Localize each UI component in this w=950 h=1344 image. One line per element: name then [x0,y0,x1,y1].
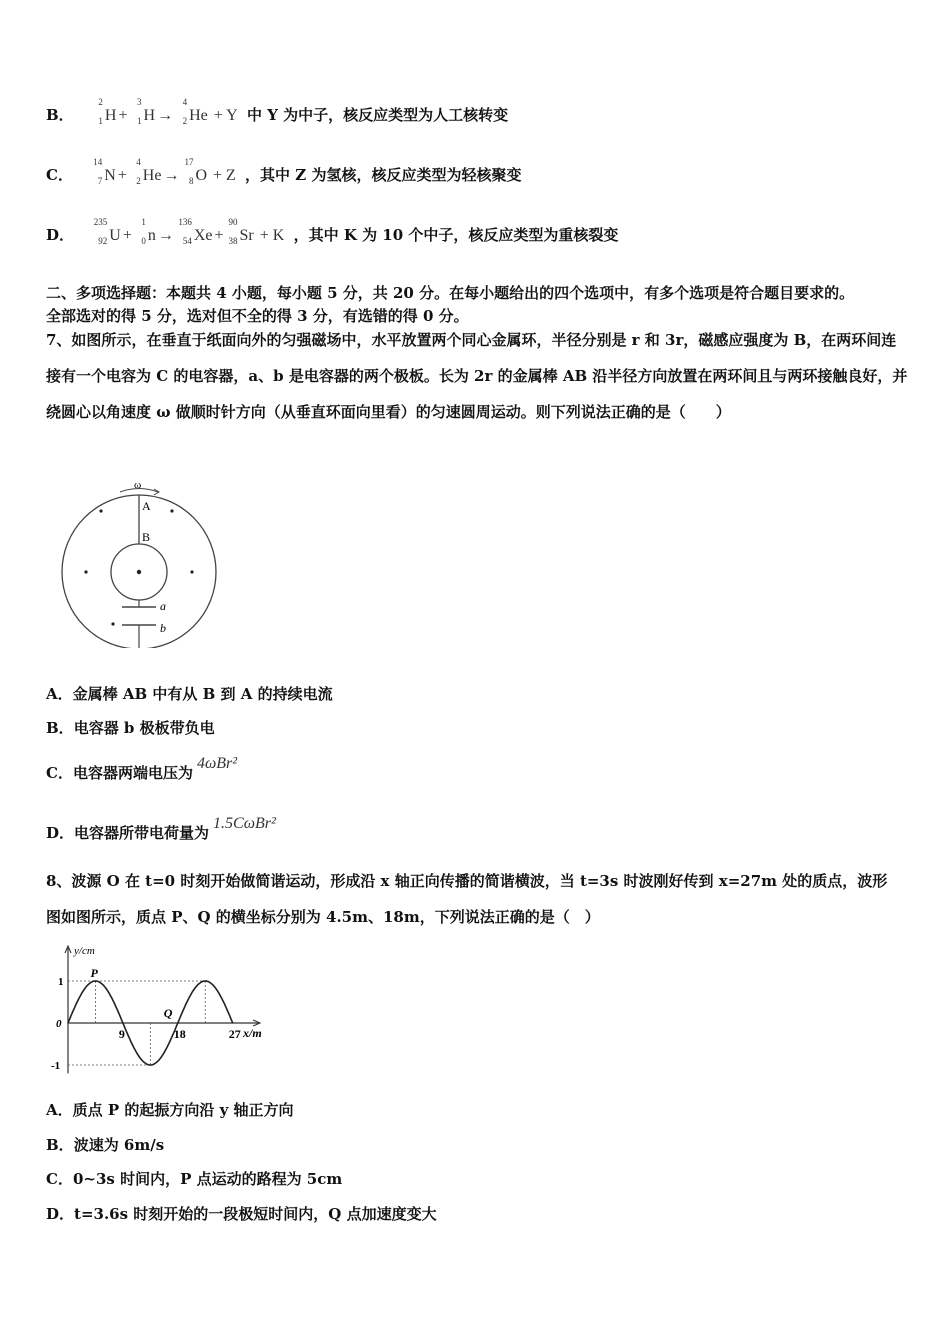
mass-number: 1 [141,217,146,227]
q8-option-b [46,1134,164,1155]
x-tick-label: 9 [118,1027,125,1041]
label-b: b [160,621,166,635]
section-header-line2: 全部选对的得 5 分，选对但不全的得 3 分，有选错的得 0 分。 [46,307,469,325]
option-text: 质点 P 的起振方向沿 y 轴正方向 [72,1101,294,1119]
atomic-number: 0 [141,236,146,246]
field-dot [99,509,102,512]
wave-data-point [67,1022,68,1023]
product-symbol: Y [226,107,238,124]
option-label: B． [46,106,74,124]
q7-stem: 7、如图所示，在垂直于纸面向外的匀强磁场中，水平放置两个同心金属环，半径分别是 r 和 3r，磁感应强度为 B，在两环间连接有一个电容为 C 的电容器，a、b 是电容器的两个极板。长为 2r 的金属棒 AB 沿半径方向放置在两环间且与两环接触良好，并绕圆心以角速度 ω 做顺时针方向（从垂直环面向里看）的匀速圆周运动。则下列说法正确的是（ ） [46,331,908,421]
center-dot [137,570,141,574]
wave-data-point [177,1022,178,1023]
x-tick-label: 18 [173,1027,186,1041]
nuclide-symbol: H [104,107,117,124]
wave-data-point [81,993,82,994]
atomic-number: 7 [97,176,103,186]
option-label: A． [46,685,73,703]
wave-data-point [218,993,219,994]
mass-number: 2 [98,97,103,107]
q8-stem-line2: 图如图所示，质点 P、Q 的横坐标分别为 4.5m、18m，下列说法正确的是（ ） [46,908,600,926]
atomic-number: 1 [137,116,142,126]
arrow: → [157,107,174,124]
wave-data-point [150,1064,151,1065]
label-a: a [160,599,166,613]
option-text: 电容器 b 极板带负电 [73,719,215,737]
option-text: 0~3s 时间内，P 点运动的路程为 5cm [72,1170,343,1188]
arrow: → [163,167,180,184]
mass-number: 136 [178,217,192,227]
nuclide-symbol: Sr [239,227,254,244]
option-label: A． [46,1101,73,1119]
option-label: D． [46,824,75,842]
x-tick-label: 27 [228,1027,241,1041]
q7-option-d [46,815,276,843]
label-A: A [142,499,151,513]
field-dot [170,509,173,512]
q7-figure [56,478,226,648]
option-text: 电容器所带电荷量为 [74,824,210,842]
point-P-label: P [90,966,98,980]
q6-option-b [46,97,509,126]
q7-option-c [46,755,238,783]
option-label: B． [46,1136,74,1154]
wave-data-point [205,980,206,981]
mass-number: 17 [184,157,194,167]
option-label: D． [46,226,75,244]
q8-option-d [46,1203,437,1224]
atomic-number: 8 [188,176,194,186]
atomic-number: 92 [98,236,108,246]
wave-data-point [163,1052,164,1053]
field-dot [111,622,114,625]
q8-wave-chart [46,940,286,1075]
nuclide-symbol: H [143,107,156,124]
option-label: C． [46,764,73,782]
y-tick-label: 0 [56,1018,62,1030]
x-axis-label: x/m [243,1026,262,1040]
nuclide-symbol: He [142,167,162,184]
wave-data-point [122,1022,123,1023]
reaction-equation: 14 7 N + 4 2 He → 17 8 O + Z [88,167,236,185]
atomic-number: 2 [182,116,188,126]
nuclide-symbol: N [104,167,116,184]
wave-data-point [136,1052,137,1053]
mass-number: 90 [228,217,238,227]
reaction-equation: 2 1 H + 3 1 H → 4 2 He + Y [89,107,238,125]
arrow-head-icon [154,489,159,495]
mass-number: 14 [93,157,103,167]
point-Q-label: Q [163,1006,173,1020]
mass-number: 3 [137,97,142,107]
option-text: ，其中 K 为 10 个中子，核反应类型为重核裂变 [293,226,619,244]
option-text: 中 Y 为中子，核反应类型为人工核转变 [246,106,509,124]
atomic-number: 2 [136,176,141,186]
label-B: B [142,530,151,544]
y-axis-label: y/cm [74,945,95,957]
section-header-line1: 二、多项选择题：本题共 4 小题，每小题 5 分，共 20 分。在每小题给出的四个选项中，有多个选项是符合题目要求的。 [46,284,855,302]
formula: 1.5CωBr² [213,815,276,832]
q6-option-c [46,157,522,186]
option-text: ，其中 Z 为氢核，核反应类型为轻核聚变 [245,166,522,184]
option-text: 电容器两端电压为 [72,764,193,782]
option-label: C． [46,166,73,184]
nuclide-symbol: O [195,167,207,184]
mass-number: 235 [93,217,108,227]
field-dot [84,570,87,573]
formula: 4ωBr² [196,755,238,772]
option-label: D． [46,1205,75,1223]
option-text: 金属棒 AB 中有从 B 到 A 的持续电流 [72,685,333,703]
nuclide-symbol: n [147,227,156,244]
nuclide-symbol: Xe [193,227,213,244]
atomic-number: 54 [182,236,192,246]
q7-option-a [46,683,333,704]
y-tick-label: 1 [58,976,64,988]
mass-number: 4 [182,97,188,107]
field-dot [190,570,193,573]
q6-option-d [46,217,619,246]
arrow: → [157,227,174,244]
mass-number: 4 [136,157,141,167]
q8-option-c [46,1168,342,1189]
q8-stem-line1: 8、波源 O 在 t=0 时刻开始做简谐运动，形成沿 x 轴正向传播的简谐横波，当 t=3s 时波刚好传到 x=27m 处的质点，波形 [46,872,888,890]
wave-data-point [191,993,192,994]
nuclide-symbol: U [109,227,121,244]
wave-data-point [109,993,110,994]
option-text: t=3.6s 时刻开始的一段极短时间内，Q 点加速度变大 [74,1205,437,1223]
atomic-number: 1 [98,116,103,126]
option-label: B． [46,719,74,737]
y-tick-label: -1 [51,1060,61,1072]
q8-option-a [46,1099,294,1120]
nuclide-symbol: He [189,107,208,124]
q7-option-b [46,717,215,738]
omega-label: ω [134,479,142,491]
reaction-equation: 235 92 U + 1 0 n → 136 54 Xe + 90 38 Sr + K [89,227,284,245]
option-text: 波速为 6m/s [73,1136,165,1154]
option-label: C． [46,1170,73,1188]
product-symbol: Z [226,167,236,184]
atomic-number: 38 [228,236,238,246]
wave-data-point [95,980,96,981]
wave-data-point [232,1022,233,1023]
product-symbol: K [272,227,285,244]
